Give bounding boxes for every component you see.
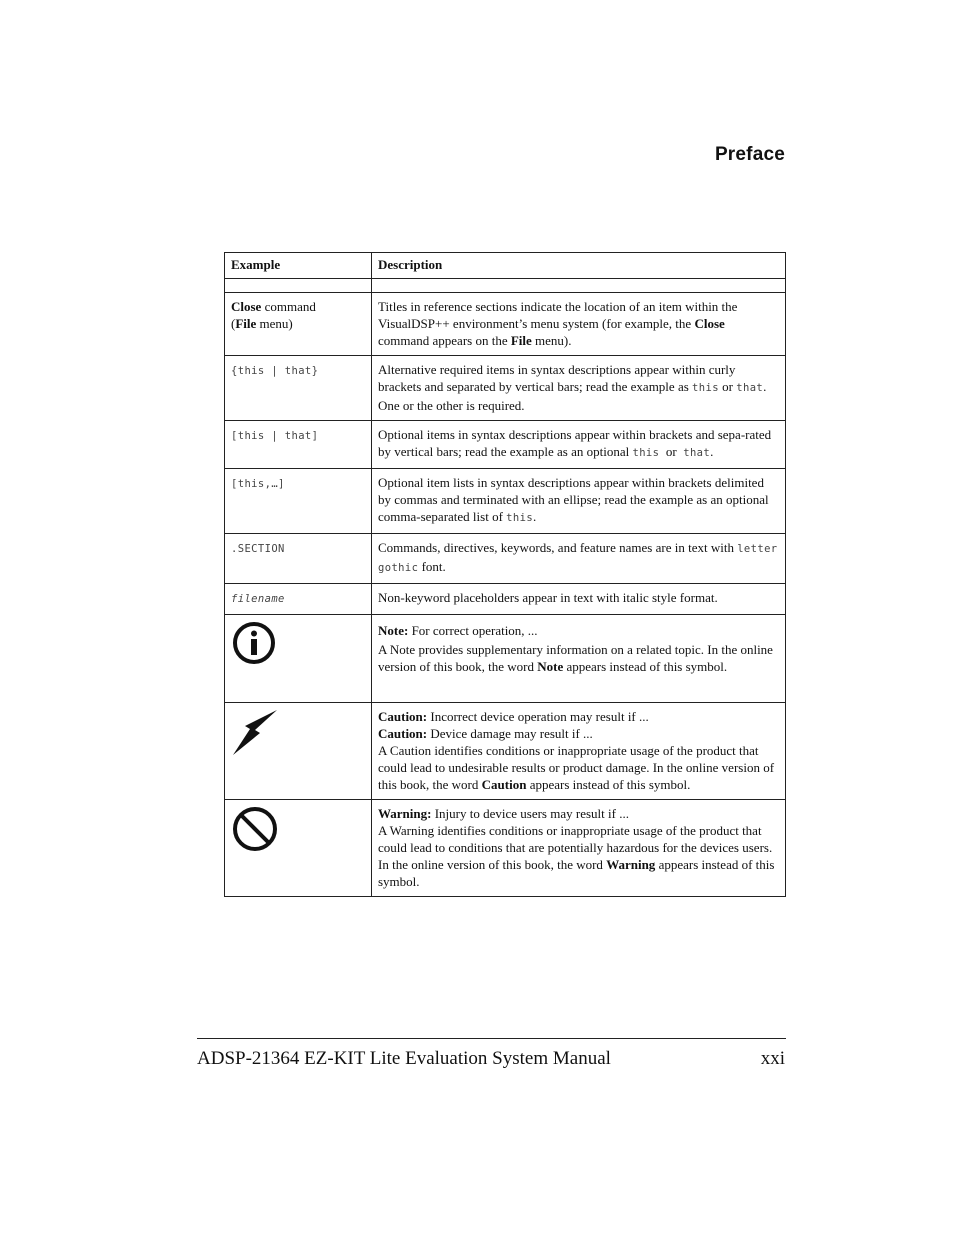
description-cell (372, 703, 786, 800)
description-text: command appears on the (378, 333, 511, 348)
table-row (225, 584, 786, 615)
description-cell (372, 584, 786, 615)
table-row (225, 469, 786, 534)
example-cell (225, 703, 372, 800)
example-cell (225, 293, 372, 356)
example-cell (225, 584, 372, 615)
description-cell (372, 356, 786, 421)
description-code: that (683, 447, 711, 459)
description-cell (372, 421, 786, 469)
description-text: Alternative required items in syntax descriptions appear within curly brackets and separated by vertical bars; read the example as (378, 362, 736, 394)
description-bold: File (510, 333, 532, 348)
description-bold: Caution: (378, 709, 428, 724)
example-text: command (261, 299, 316, 314)
footer-divider (197, 1038, 786, 1039)
table-header-row (225, 253, 786, 279)
table-row (225, 421, 786, 469)
example-code: [this,…] (231, 478, 285, 490)
footer-manual-title: ADSP-21364 EZ-KIT Lite Evaluation System Manual (197, 1048, 611, 1069)
description-bold: Warning: (378, 806, 432, 821)
conventions-table (224, 252, 786, 897)
table-row (225, 800, 786, 897)
description-cell (372, 293, 786, 356)
description-text: or (718, 379, 737, 394)
column-header-example: Example (225, 253, 372, 279)
description-code: this (506, 512, 534, 524)
description-text: For correct operation, ... (408, 623, 538, 638)
description-text: Injury to device users may result if ... (431, 806, 629, 821)
example-cell (225, 534, 372, 584)
example-code: .SECTION (231, 543, 285, 555)
description-text: appears instead of this symbol. (378, 857, 775, 889)
description-text: or (659, 444, 684, 459)
lightning-icon (231, 708, 281, 758)
prohibited-icon (231, 805, 279, 853)
description-bold: Note (537, 659, 564, 674)
description-cell (372, 615, 786, 703)
example-text: ( (231, 316, 236, 331)
header-separator (225, 279, 786, 293)
description-text: Device damage may result if ... (427, 726, 593, 741)
info-icon (231, 620, 277, 666)
description-code: letter gothic (378, 543, 778, 574)
description-text: appears instead of this symbol. (526, 777, 691, 792)
example-bold: File (235, 316, 257, 331)
table-row (225, 534, 786, 584)
description-text: Optional items in syntax descriptions appear within brackets and sepa-rated by vertical bars; read the example as an optional (378, 427, 772, 459)
description-bold: Close (694, 316, 725, 331)
example-code: filename (231, 593, 285, 605)
description-bold: Warning (606, 857, 656, 872)
footer-page-number: xxi (760, 1048, 785, 1069)
table-row (225, 356, 786, 421)
description-text: Optional item lists in syntax descriptions appear within brackets delimited by commas and terminated with an ellipse; read the example as an optional comma-separated list of (378, 475, 769, 524)
description-text: Titles in reference sections indicate the location of an item within the VisualDSP++ environment’s menu system (for example, the (378, 299, 738, 331)
column-header-description: Description (372, 253, 786, 279)
example-code: [this | that] (231, 430, 319, 442)
example-bold: Close (231, 299, 262, 314)
description-bold: Caution: (378, 726, 428, 741)
description-text: A Note provides supplementary information on a related topic. In the online version of this book, the word (378, 642, 773, 674)
description-text: . One or the other is required. (378, 379, 767, 413)
description-code: that (736, 382, 764, 394)
description-text: . (533, 509, 537, 524)
example-cell (225, 421, 372, 469)
example-cell (225, 469, 372, 534)
description-text: appears instead of this symbol. (563, 659, 728, 674)
description-cell (372, 534, 786, 584)
description-text: Incorrect device operation may result if ... (427, 709, 649, 724)
description-cell (372, 469, 786, 534)
table-row (225, 293, 786, 356)
description-code: this (692, 382, 719, 394)
description-code: this (632, 447, 660, 459)
description-text: A Caution identifies conditions or inappropriate usage of the product that could lead to undesirable results or product damage. In the online version of this book, the word (378, 743, 775, 792)
description-text: font. (418, 559, 446, 574)
example-text: menu) (256, 316, 293, 331)
description-text: menu). (531, 333, 572, 348)
page-header-title: Preface (714, 144, 785, 165)
example-cell (225, 356, 372, 421)
example-cell (225, 800, 372, 897)
description-cell (372, 800, 786, 897)
description-bold: Caution (481, 777, 527, 792)
table-row (225, 615, 786, 703)
description-bold: Note: (378, 623, 409, 638)
table-row (225, 703, 786, 800)
description-text: Non-keyword placeholders appear in text with italic style format. (378, 590, 718, 605)
description-text: Commands, directives, keywords, and feature names are in text with (378, 540, 738, 555)
example-code: {this | that} (231, 365, 319, 377)
description-text: A Warning identifies conditions or inappropriate usage of the product that could lead to conditions that are potentially hazardous for the devices users. In the online version of this book, the word (378, 823, 773, 872)
description-text: . (710, 444, 714, 459)
example-cell (225, 615, 372, 703)
